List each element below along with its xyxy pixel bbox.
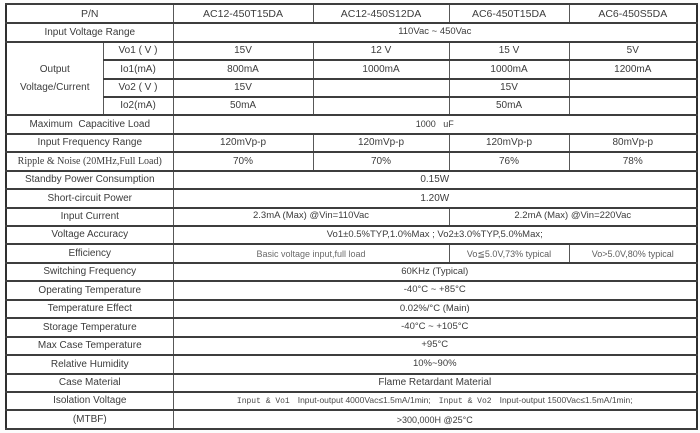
max-case-temperature-row bbox=[6, 337, 697, 355]
pn-header-label: P/N bbox=[6, 4, 173, 23]
temperature-effect-row bbox=[6, 300, 697, 318]
vo2-value-4 bbox=[569, 79, 697, 97]
vo2-value-3: 15V bbox=[449, 79, 569, 97]
vo1-label: Vo1 ( V ) bbox=[103, 42, 173, 60]
storage-temperature-row bbox=[6, 318, 697, 336]
efficiency-row bbox=[6, 244, 697, 262]
io1-value-4: 1200mA bbox=[569, 60, 697, 78]
input-frequency-range-label: Input Frequency Range bbox=[6, 134, 173, 152]
input-current-value-110: 2.3mA (Max) @Vin=110Vac bbox=[173, 208, 449, 226]
mtbf-row bbox=[6, 410, 697, 429]
header-row bbox=[6, 4, 697, 23]
mtbf-value: >300,000H @25°C bbox=[173, 410, 697, 429]
switching-frequency-value: 60KHz (Typical) bbox=[173, 263, 697, 281]
input-frequency-value-2: 120mVp-p bbox=[313, 134, 449, 152]
input-voltage-range-label: Input Voltage Range bbox=[6, 23, 173, 41]
model-header-4: AC6-450S5DA bbox=[569, 4, 697, 23]
input-current-label: Input Current bbox=[6, 208, 173, 226]
vo2-label: Vo2 ( V ) bbox=[103, 79, 173, 97]
output-group-label: Output Voltage/Current bbox=[6, 42, 103, 116]
short-circuit-power-row bbox=[6, 189, 697, 207]
isolation-voltage-value bbox=[173, 392, 697, 410]
efficiency-value-low-vo: Vo≦5.0V,73% typical bbox=[449, 244, 569, 262]
case-material-row bbox=[6, 374, 697, 392]
switching-frequency-label: Switching Frequency bbox=[6, 263, 173, 281]
temperature-effect-label: Temperature Effect bbox=[6, 300, 173, 318]
max-capacitive-load-label: Maximum Capacitive Load bbox=[6, 115, 173, 133]
io2-value-1: 50mA bbox=[173, 97, 313, 115]
vo1-value-3: 15 V bbox=[449, 42, 569, 60]
voltage-accuracy-row bbox=[6, 226, 697, 244]
efficiency-label: Efficiency bbox=[6, 244, 173, 262]
isolation-segment-vo1: Input & Vo1 bbox=[236, 397, 290, 407]
max-capacitive-load-row bbox=[6, 115, 697, 133]
input-frequency-range-row bbox=[6, 134, 697, 152]
efficiency-condition: Basic voltage input,full load bbox=[173, 244, 449, 262]
isolation-spec-vo2: Input-output 1500Vac≤1.5mA/1min; bbox=[499, 395, 633, 406]
ripple-noise-value-4: 78% bbox=[569, 152, 697, 170]
relative-humidity-row bbox=[6, 355, 697, 373]
ripple-noise-row bbox=[6, 152, 697, 170]
relative-humidity-label: Relative Humidity bbox=[6, 355, 173, 373]
vo1-value-2: 12 V bbox=[313, 42, 449, 60]
vo2-value-1: 15V bbox=[173, 79, 313, 97]
io1-value-2: 1000mA bbox=[313, 60, 449, 78]
model-header-2: AC12-450S12DA bbox=[313, 4, 449, 23]
isolation-voltage-row bbox=[6, 392, 697, 410]
input-voltage-range-row bbox=[6, 23, 697, 41]
switching-frequency-row bbox=[6, 263, 697, 281]
model-header-1: AC12-450T15DA bbox=[173, 4, 313, 23]
io1-row bbox=[6, 60, 697, 78]
standby-power-value: 0.15W bbox=[173, 171, 697, 189]
operating-temperature-label: Operating Temperature bbox=[6, 281, 173, 299]
storage-temperature-label: Storage Temperature bbox=[6, 318, 173, 336]
max-case-temperature-value: +95°C bbox=[173, 337, 697, 355]
mtbf-label: (MTBF) bbox=[6, 410, 173, 429]
ripple-noise-value-1: 70% bbox=[173, 152, 313, 170]
isolation-spec-vo1: Input-output 4000Vac≤1.5mA/1min; bbox=[297, 395, 431, 406]
case-material-value: Flame Retardant Material bbox=[173, 374, 697, 392]
operating-temperature-value: -40°C ~ +85°C bbox=[173, 281, 697, 299]
input-current-value-220: 2.2mA (Max) @Vin=220Vac bbox=[449, 208, 697, 226]
input-frequency-value-3: 120mVp-p bbox=[449, 134, 569, 152]
relative-humidity-value: 10%~90% bbox=[173, 355, 697, 373]
vo2-value-2 bbox=[313, 79, 449, 97]
io2-row bbox=[6, 97, 697, 115]
io2-value-3: 50mA bbox=[449, 97, 569, 115]
input-frequency-value-4: 80mVp-p bbox=[569, 134, 697, 152]
short-circuit-power-label: Short-circuit Power bbox=[6, 189, 173, 207]
io1-label: Io1(mA) bbox=[103, 60, 173, 78]
operating-temperature-row bbox=[6, 281, 697, 299]
input-current-row bbox=[6, 208, 697, 226]
max-capacitive-load-value: 1000 uF bbox=[173, 115, 697, 133]
max-case-temperature-label: Max Case Temperature bbox=[6, 337, 173, 355]
io2-label: Io2(mA) bbox=[103, 97, 173, 115]
spec-table bbox=[5, 3, 698, 430]
efficiency-value-high-vo: Vo>5.0V,80% typical bbox=[569, 244, 697, 262]
ripple-noise-value-3: 76% bbox=[449, 152, 569, 170]
input-voltage-range-value: 110Vac ~ 450Vac bbox=[173, 23, 697, 41]
voltage-accuracy-value: Vo1±0.5%TYP,1.0%Max ; Vo2±3.0%TYP,5.0%Max; bbox=[173, 226, 697, 244]
vo1-row bbox=[6, 42, 697, 60]
standby-power-row bbox=[6, 171, 697, 189]
io2-value-4 bbox=[569, 97, 697, 115]
model-header-3: AC6-450T15DA bbox=[449, 4, 569, 23]
isolation-segment-vo2: Input & Vo2 bbox=[438, 397, 492, 407]
standby-power-label: Standby Power Consumption bbox=[6, 171, 173, 189]
io2-value-2 bbox=[313, 97, 449, 115]
ripple-noise-label: Ripple & Noise (20MHz,Full Load) bbox=[6, 152, 173, 170]
input-frequency-value-1: 120mVp-p bbox=[173, 134, 313, 152]
io1-value-1: 800mA bbox=[173, 60, 313, 78]
isolation-voltage-label: Isolation Voltage bbox=[6, 392, 173, 410]
ripple-noise-value-2: 70% bbox=[313, 152, 449, 170]
temperature-effect-value: 0.02%/°C (Main) bbox=[173, 300, 697, 318]
storage-temperature-value: -40°C ~ +105°C bbox=[173, 318, 697, 336]
short-circuit-power-value: 1.20W bbox=[173, 189, 697, 207]
vo1-value-1: 15V bbox=[173, 42, 313, 60]
case-material-label: Case Material bbox=[6, 374, 173, 392]
vo2-row bbox=[6, 79, 697, 97]
voltage-accuracy-label: Voltage Accuracy bbox=[6, 226, 173, 244]
vo1-value-4: 5V bbox=[569, 42, 697, 60]
io1-value-3: 1000mA bbox=[449, 60, 569, 78]
